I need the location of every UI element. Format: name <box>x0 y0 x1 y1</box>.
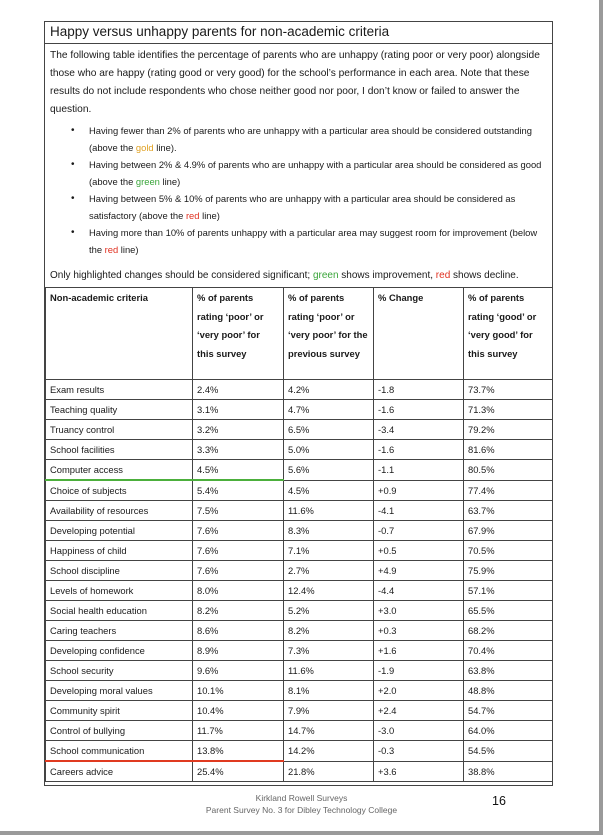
table-row <box>46 420 553 440</box>
cell-unhappy-previous: 5.0% <box>284 440 374 460</box>
cell-happy-this: 48.8% <box>464 681 553 701</box>
table-row <box>46 581 553 601</box>
cell-unhappy-previous: 14.7% <box>284 721 374 741</box>
cell-criteria: Availability of resources <box>46 501 193 521</box>
cell-change: -1.6 <box>374 440 464 460</box>
table-row <box>46 701 553 721</box>
cell-unhappy-this: 7.5% <box>193 501 284 521</box>
table-row <box>46 440 553 460</box>
header-happy-this: % of parents rating ‘good’ or ‘very good’ for this survey <box>464 288 553 380</box>
table-row <box>46 541 553 561</box>
cell-change: +3.0 <box>374 601 464 621</box>
cell-unhappy-this: 8.0% <box>193 581 284 601</box>
cell-happy-this: 54.5% <box>464 741 553 762</box>
cell-unhappy-previous: 8.1% <box>284 681 374 701</box>
cell-change: -4.1 <box>374 501 464 521</box>
table-row <box>46 681 553 701</box>
gold-word: gold <box>135 142 154 153</box>
cell-criteria: Social health education <box>46 601 193 621</box>
cell-unhappy-previous: 7.1% <box>284 541 374 561</box>
cell-unhappy-this: 10.4% <box>193 701 284 721</box>
criteria-table <box>45 287 553 782</box>
cell-change: -0.3 <box>374 741 464 762</box>
cell-criteria: Truancy control <box>46 420 193 440</box>
cell-happy-this: 75.9% <box>464 561 553 581</box>
cell-change: -1.1 <box>374 460 464 481</box>
cell-happy-this: 81.6% <box>464 440 553 460</box>
cell-happy-this: 54.7% <box>464 701 553 721</box>
cell-unhappy-previous: 4.5% <box>284 480 374 501</box>
table-row <box>46 621 553 641</box>
table-row <box>46 761 553 782</box>
cell-criteria: Teaching quality <box>46 400 193 420</box>
cell-criteria: Caring teachers <box>46 621 193 641</box>
table-header-row <box>46 288 553 380</box>
cell-unhappy-this: 3.3% <box>193 440 284 460</box>
cell-happy-this: 65.5% <box>464 601 553 621</box>
cell-change: -3.4 <box>374 420 464 440</box>
cell-unhappy-previous: 11.6% <box>284 661 374 681</box>
cell-happy-this: 57.1% <box>464 581 553 601</box>
cell-criteria: Developing potential <box>46 521 193 541</box>
bullet-outstanding: • Having fewer than 2% of parents who are unhappy with a particular area should be considered outstanding (above the gold line). <box>65 122 549 156</box>
header-unhappy-this: % of parents rating ‘poor’ or ‘very poor’ for this survey <box>193 288 284 380</box>
cell-change: -1.8 <box>374 380 464 400</box>
table-row <box>46 400 553 420</box>
bullet-good: • Having between 2% & 4.9% of parents who are unhappy with a particular area should be considered as good (above the green line) <box>65 156 549 190</box>
cell-unhappy-previous: 11.6% <box>284 501 374 521</box>
table-row <box>46 721 553 741</box>
cell-unhappy-previous: 4.7% <box>284 400 374 420</box>
table-body <box>46 380 553 782</box>
page-footer <box>0 792 603 816</box>
cell-happy-this: 73.7% <box>464 380 553 400</box>
threshold-bullets <box>65 122 549 258</box>
note-green-word: green <box>312 270 339 281</box>
cell-happy-this: 63.7% <box>464 501 553 521</box>
table-row <box>46 641 553 661</box>
cell-change: -3.0 <box>374 721 464 741</box>
cell-change: +2.0 <box>374 681 464 701</box>
header-change: % Change <box>374 288 464 380</box>
cell-unhappy-this: 2.4% <box>193 380 284 400</box>
header-unhappy-previous: % of parents rating ‘poor’ or ‘very poor’ for the previous survey <box>284 288 374 380</box>
cell-criteria: School facilities <box>46 440 193 460</box>
cell-unhappy-this: 10.1% <box>193 681 284 701</box>
cell-unhappy-previous: 6.5% <box>284 420 374 440</box>
cell-change: +2.4 <box>374 701 464 721</box>
cell-unhappy-previous: 4.2% <box>284 380 374 400</box>
cell-unhappy-previous: 8.2% <box>284 621 374 641</box>
cell-happy-this: 70.5% <box>464 541 553 561</box>
cell-unhappy-previous: 7.9% <box>284 701 374 721</box>
cell-change: +0.9 <box>374 480 464 501</box>
cell-unhappy-previous: 2.7% <box>284 561 374 581</box>
cell-unhappy-previous: 8.3% <box>284 521 374 541</box>
table-row <box>46 601 553 621</box>
cell-change: +3.6 <box>374 761 464 782</box>
cell-happy-this: 80.5% <box>464 460 553 481</box>
table-row <box>46 501 553 521</box>
cell-change: +0.3 <box>374 621 464 641</box>
red-word: red <box>185 210 200 221</box>
cell-change: +4.9 <box>374 561 464 581</box>
cell-change: -1.9 <box>374 661 464 681</box>
cell-criteria: Community spirit <box>46 701 193 721</box>
green-word: green <box>135 176 160 187</box>
cell-unhappy-this: 8.2% <box>193 601 284 621</box>
cell-unhappy-previous: 7.3% <box>284 641 374 661</box>
page-shadow-right <box>599 0 603 835</box>
significance-note: Only highlighted changes should be considered significant; green shows improvement, red shows decline. <box>50 270 519 281</box>
cell-criteria: Careers advice <box>46 761 193 782</box>
footer-survey: Parent Survey No. 3 for Dibley Technology College <box>205 805 398 815</box>
cell-happy-this: 38.8% <box>464 761 553 782</box>
cell-criteria: School discipline <box>46 561 193 581</box>
cell-unhappy-previous: 14.2% <box>284 741 374 762</box>
cell-unhappy-this: 13.8% <box>193 741 284 762</box>
cell-happy-this: 77.4% <box>464 480 553 501</box>
cell-criteria: Happiness of child <box>46 541 193 561</box>
cell-change: -4.4 <box>374 581 464 601</box>
footer-company: Kirkland Rowell Surveys <box>255 793 348 803</box>
cell-criteria: Levels of homework <box>46 581 193 601</box>
cell-unhappy-this: 7.6% <box>193 521 284 541</box>
cell-change: -1.6 <box>374 400 464 420</box>
cell-criteria: Developing confidence <box>46 641 193 661</box>
cell-criteria: Choice of subjects <box>46 480 193 501</box>
cell-unhappy-previous: 5.6% <box>284 460 374 481</box>
bullet-satisfactory: • Having between 5% & 10% of parents who are unhappy with a particular area should be considered as satisfactory (above the red line) <box>65 190 549 224</box>
cell-criteria: Exam results <box>46 380 193 400</box>
cell-happy-this: 64.0% <box>464 721 553 741</box>
cell-change: +0.5 <box>374 541 464 561</box>
table-row <box>46 460 553 481</box>
intro-paragraph: The following table identifies the percentage of parents who are unhappy (rating poor or very poor) alongside those who are happy (rating good or very good) for the school’s performance in each area. Note that these results do not include respondents who chose neither good nor poor, I don’t know or failed to answer the question. <box>50 50 540 115</box>
header-criteria: Non-academic criteria <box>46 288 193 380</box>
table-row <box>46 521 553 541</box>
table-row <box>46 661 553 681</box>
page-shadow-bottom <box>0 831 603 835</box>
cell-unhappy-this: 8.6% <box>193 621 284 641</box>
cell-unhappy-this: 7.6% <box>193 541 284 561</box>
cell-unhappy-this: 9.6% <box>193 661 284 681</box>
cell-happy-this: 67.9% <box>464 521 553 541</box>
cell-criteria: School security <box>46 661 193 681</box>
note-red-word: red <box>435 270 451 281</box>
cell-criteria: Control of bullying <box>46 721 193 741</box>
page-number: 16 <box>492 794 506 808</box>
table-row <box>46 561 553 581</box>
cell-unhappy-this: 3.1% <box>193 400 284 420</box>
cell-unhappy-this: 11.7% <box>193 721 284 741</box>
cell-happy-this: 79.2% <box>464 420 553 440</box>
cell-unhappy-this: 8.9% <box>193 641 284 661</box>
cell-happy-this: 68.2% <box>464 621 553 641</box>
cell-unhappy-this: 3.2% <box>193 420 284 440</box>
table-row <box>46 380 553 400</box>
cell-criteria: School communication <box>46 741 193 762</box>
red-word: red <box>104 244 119 255</box>
cell-happy-this: 71.3% <box>464 400 553 420</box>
cell-unhappy-previous: 5.2% <box>284 601 374 621</box>
section-title: Happy versus unhappy parents for non-academic criteria <box>45 22 552 44</box>
cell-criteria: Computer access <box>46 460 193 481</box>
cell-unhappy-this: 4.5% <box>193 460 284 481</box>
cell-happy-this: 70.4% <box>464 641 553 661</box>
cell-criteria: Developing moral values <box>46 681 193 701</box>
table-row <box>46 741 553 762</box>
cell-change: -0.7 <box>374 521 464 541</box>
cell-unhappy-previous: 12.4% <box>284 581 374 601</box>
cell-unhappy-this: 7.6% <box>193 561 284 581</box>
cell-unhappy-this: 5.4% <box>193 480 284 501</box>
cell-change: +1.6 <box>374 641 464 661</box>
bullet-improvement: • Having more than 10% of parents unhappy with a particular area may suggest room for improvement (below the red line) <box>65 224 549 258</box>
cell-happy-this: 63.8% <box>464 661 553 681</box>
cell-unhappy-previous: 21.8% <box>284 761 374 782</box>
cell-unhappy-this: 25.4% <box>193 761 284 782</box>
content-frame <box>44 21 553 786</box>
table-row <box>46 480 553 501</box>
